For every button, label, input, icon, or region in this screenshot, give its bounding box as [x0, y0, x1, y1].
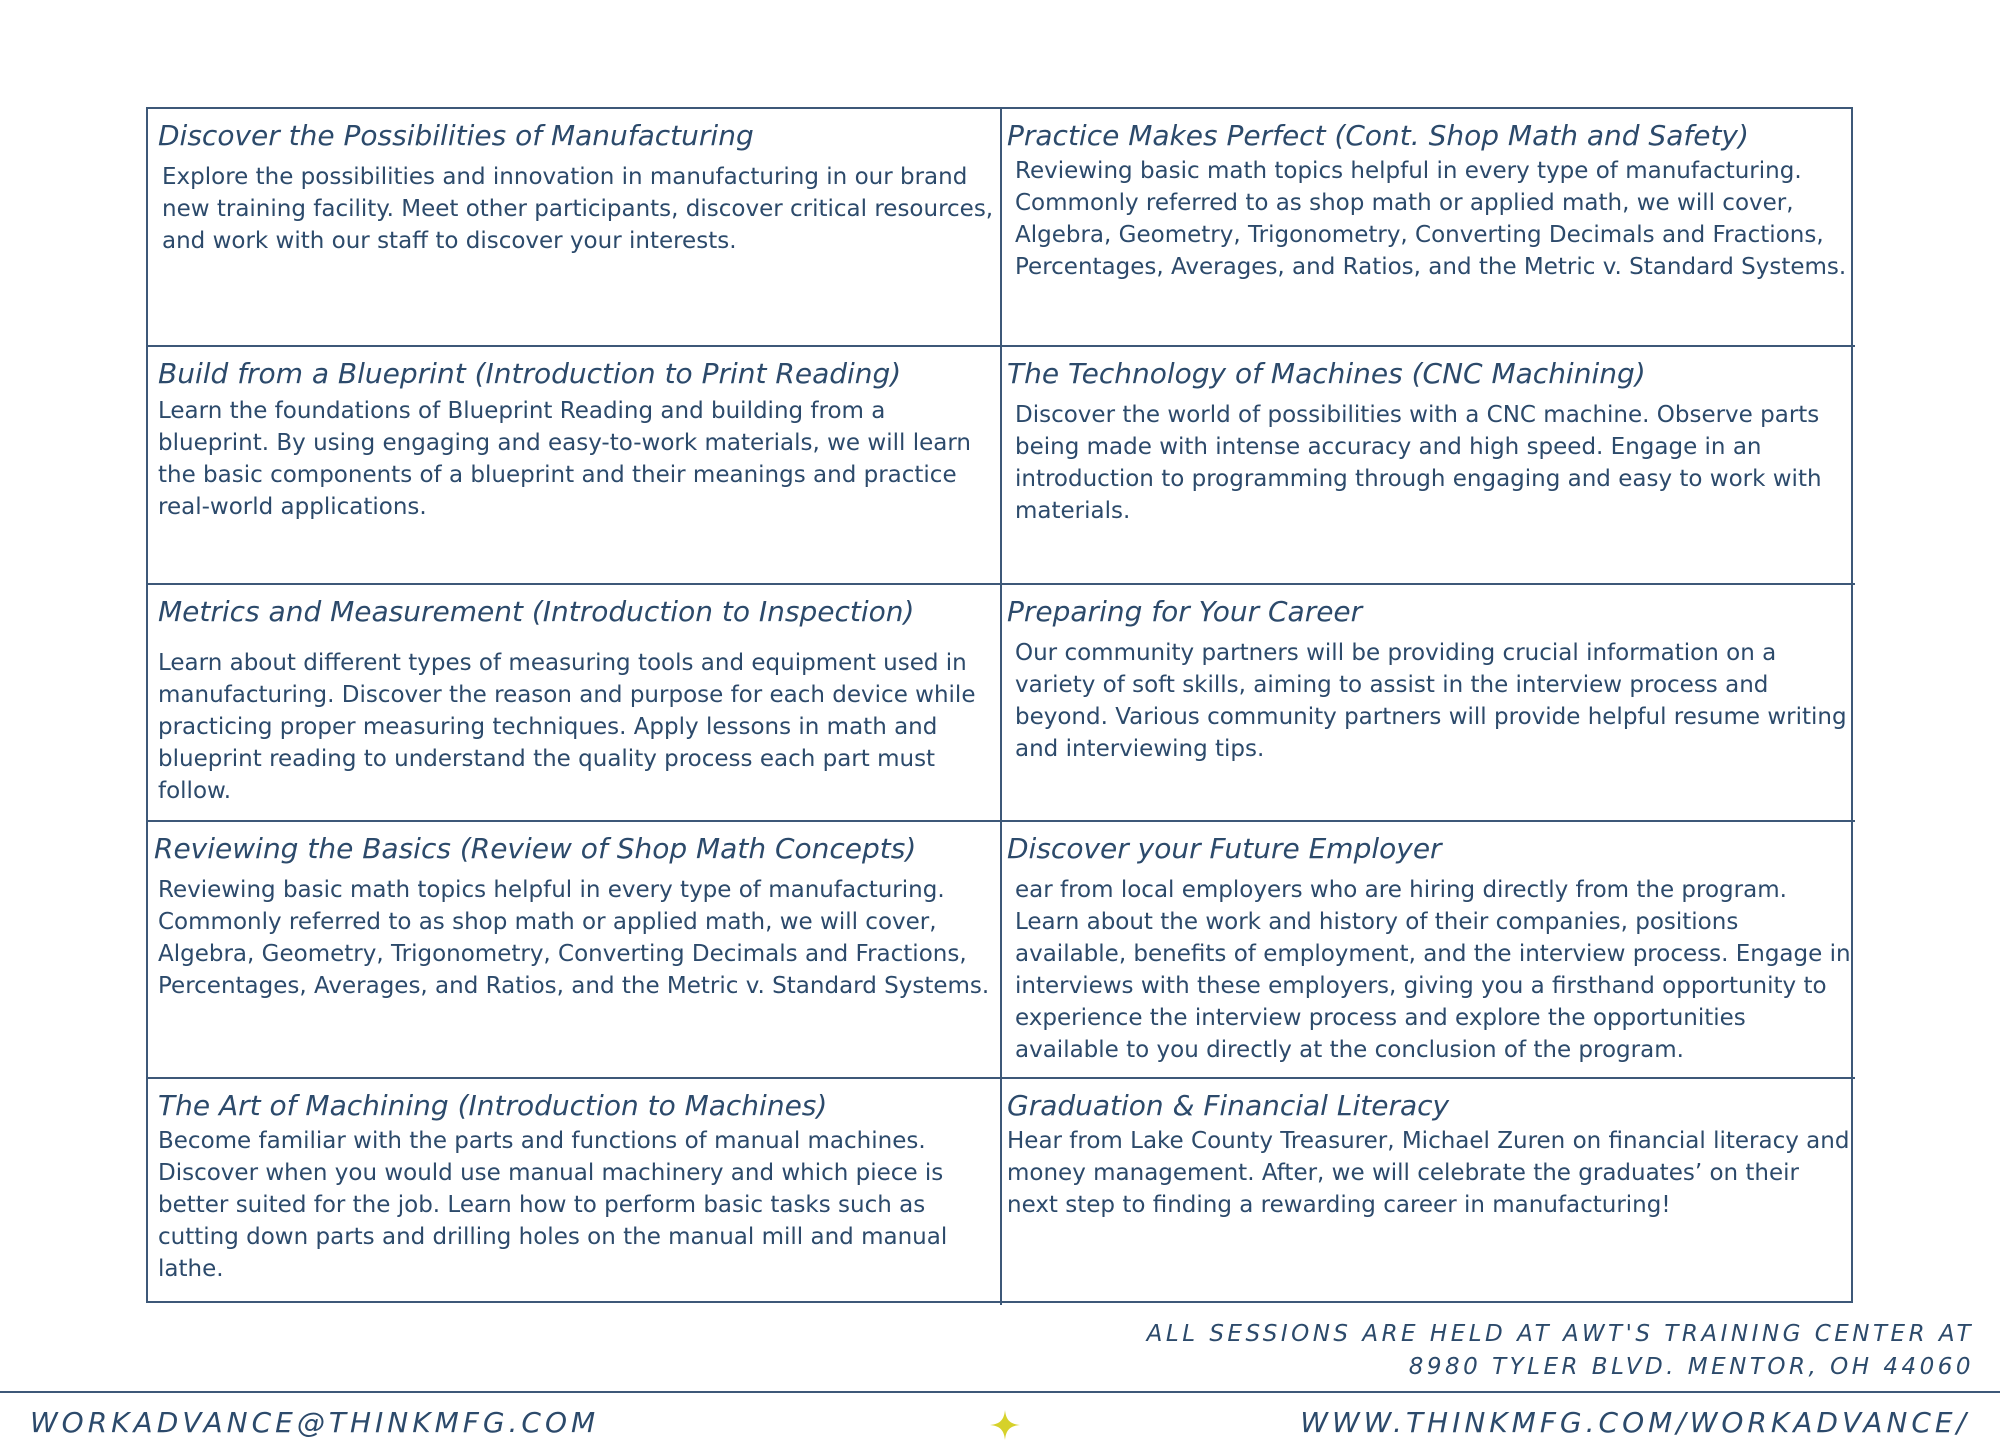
session-title: Graduation & Financial Literacy: [1007, 1089, 1450, 1122]
footer-website-link[interactable]: WWW.THINKMFG.COM/WORKADVANCE/: [1300, 1406, 1970, 1439]
session-cell-2: [1002, 109, 1855, 347]
session-title: Metrics and Measurement (Introduction to Inspection): [158, 595, 915, 628]
session-cell-7: [148, 822, 1002, 1079]
session-cell-6: [1002, 585, 1855, 822]
session-title: Practice Makes Perfect (Cont. Shop Math and Safety): [1007, 119, 1749, 152]
session-description: Reviewing basic math topics helpful in every type of manufacturing. Commonly referred to as shop math or applied math, we will cover, Algebra, Geometry, Trigonometry, Converting Decimals and Fractions, Percentages, Averages, and Ratios, and the Metric v. Standard Systems.: [1015, 158, 1847, 280]
session-cell-9: [148, 1079, 1002, 1305]
session-cell-3: [148, 347, 1002, 585]
session-cell-1: [148, 109, 1002, 347]
location-note-line1: ALL SESSIONS ARE HELD AT AWT'S TRAINING CENTER AT: [1146, 1321, 1974, 1347]
session-title: Preparing for Your Career: [1007, 595, 1363, 628]
session-description: Explore the possibilities and innovation in manufacturing in our brand new training facility. Meet other participants, discover critical resources, and work with our staff to discover your interests.: [162, 164, 994, 254]
session-cell-8: [1002, 822, 1855, 1079]
session-description: Hear from Lake County Treasurer, Michael Zuren on financial literacy and money management. After, we will celebrate the graduates’ on their next step to finding a rewarding career in manufacturing!: [1007, 1128, 1850, 1218]
session-title: Discover the Possibilities of Manufacturing: [158, 119, 754, 152]
session-cell-10: [1002, 1079, 1855, 1305]
session-cell-4: [1002, 347, 1855, 585]
sparkle-star-icon: [988, 1408, 1022, 1442]
session-cell-5: [148, 585, 1002, 822]
session-title: Build from a Blueprint (Introduction to Print Reading): [158, 357, 902, 390]
session-description: Our community partners will be providing crucial information on a variety of soft skills, aiming to assist in the interview process and beyond. Various community partners will provide helpful resume writing and interviewing tips.: [1015, 640, 1847, 762]
footer-divider: [0, 1391, 2000, 1393]
session-description: ear from local employers who are hiring directly from the program. Learn about the work and history of their companies, positions available, benefits of employment, and the interview process. Engage in interviews with these employers, giving you a firsthand opportunity to experience the interview process and explore the opportunities available to you directly at the conclusion of the program.: [1015, 877, 1851, 1063]
session-title: Discover your Future Employer: [1007, 832, 1442, 865]
session-title: The Art of Machining (Introduction to Machines): [158, 1089, 828, 1122]
session-description: Discover the world of possibilities with a CNC machine. Observe parts being made with intense accuracy and high speed. Engage in an introduction to programming through engaging and easy to work with materials.: [1015, 402, 1822, 524]
session-description: Learn about different types of measuring tools and equipment used in manufacturing. Discover the reason and purpose for each device while practicing proper measuring techniques. Apply lessons in math and blueprint reading to understand the quality process each part must follow.: [158, 650, 976, 804]
footer-email-link[interactable]: WORKADVANCE@THINKMFG.COM: [30, 1406, 600, 1439]
location-note-line2: 8980 TYLER BLVD. MENTOR, OH 44060: [1408, 1354, 1974, 1380]
session-description: Learn the foundations of Blueprint Reading and building from a blueprint. By using engaging and easy-to-work materials, we will learn the basic components of a blueprint and their meanings and practice real-world applications.: [158, 398, 971, 520]
location-note: [1147, 1318, 1974, 1384]
session-schedule-table: [146, 107, 1853, 1303]
session-description: Become familiar with the parts and functions of manual machines. Discover when you would use manual machinery and which piece is better suited for the job. Learn how to perform basic tasks such as cutting down parts and drilling holes on the manual mill and manual lathe.: [158, 1128, 948, 1282]
session-title: Reviewing the Basics (Review of Shop Math Concepts): [154, 832, 917, 865]
session-title: The Technology of Machines (CNC Machining): [1007, 357, 1646, 390]
session-description: Reviewing basic math topics helpful in every type of manufacturing. Commonly referred to as shop math or applied math, we will cover, Algebra, Geometry, Trigonometry, Converting Decimals and Fractions, Percentages, Averages, and Ratios, and the Metric v. Standard Systems.: [158, 877, 990, 999]
